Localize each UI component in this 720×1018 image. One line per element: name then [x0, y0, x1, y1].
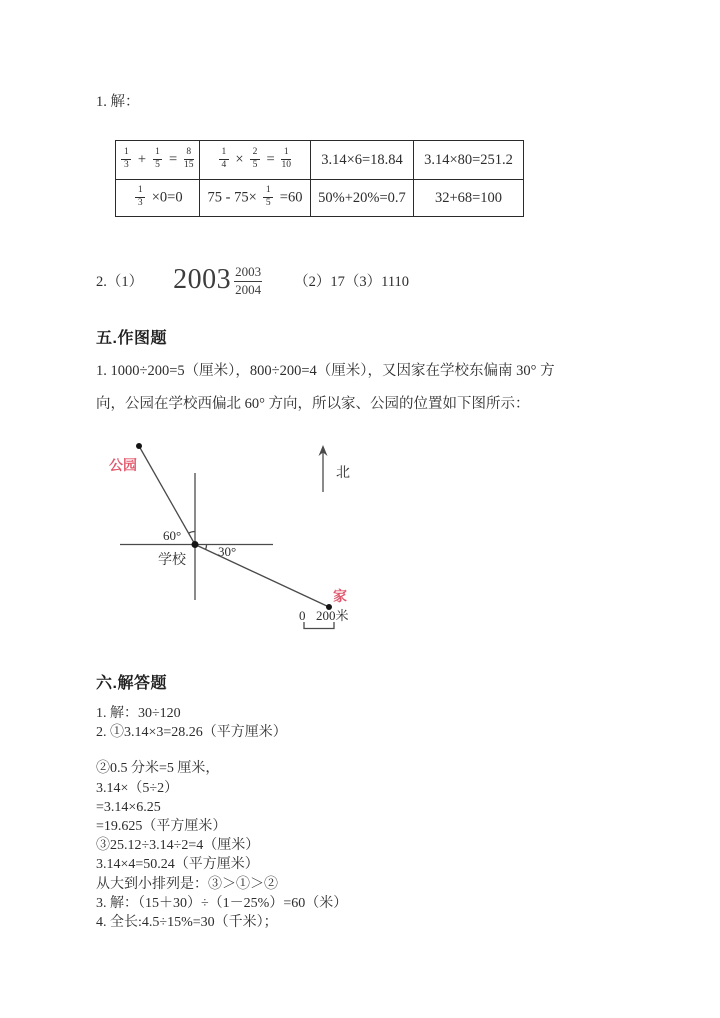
- mixed-number: [173, 264, 262, 297]
- school-label: 学校: [158, 553, 186, 568]
- section5-heading: 五.作图题: [96, 330, 167, 347]
- solution-line: 4. 全长:4.5÷15%=30（千米）；: [96, 914, 278, 930]
- angle-30-arc: [205, 545, 206, 550]
- park-label: 公园: [109, 459, 137, 474]
- fraction: $\frac{1}{4}$: [219, 147, 229, 172]
- home-line: [195, 545, 329, 608]
- angle-60-label: 60°: [163, 528, 182, 543]
- school-dot: [192, 541, 199, 548]
- para-line-1: 1. 1000÷200=5（厘米），800÷200=4（厘米），又因家在学校东偏南 30° 方: [96, 363, 555, 379]
- home-label: 家: [333, 590, 347, 605]
- fraction: $\frac{1}{5}$: [153, 147, 163, 172]
- table-cell: 3.14×6=18.84: [311, 141, 414, 180]
- solution-line: 3. 解：（15＋30）÷（1－25%）=60（米）: [96, 895, 348, 911]
- mixed-numerator: 2003: [234, 265, 262, 282]
- solution-line: ②0.5 分米=5 厘米，: [96, 761, 220, 777]
- table-cell: 32+68=100: [414, 180, 524, 217]
- scale-length-label: 200米: [316, 608, 349, 623]
- solution-line: 3.14×（5÷2）: [96, 780, 179, 796]
- section6-solutions: [96, 704, 347, 932]
- solution-line: 2. ①3.14×3=28.26（平方厘米）: [96, 725, 287, 741]
- fraction: $\frac{2}{5}$: [250, 147, 260, 172]
- table-row: [116, 180, 524, 217]
- scale-zero-label: 0: [299, 608, 306, 623]
- fraction: $\frac{1}{5}$: [263, 185, 273, 210]
- solution1-label: 1. 解：: [96, 94, 140, 110]
- fraction: $\frac{8}{15}$: [183, 146, 194, 170]
- item2-prefix: 2.（1）: [96, 273, 144, 290]
- table-cell: 50%+20%=0.7: [311, 180, 414, 217]
- table-cell: $\frac{1}{3}$ + $\frac{1}{5}$ = $\frac{8}{15}$: [116, 141, 200, 180]
- table-cell: $\frac{1}{4}$ × $\frac{2}{5}$ = $\frac{1}{10}$: [200, 141, 311, 180]
- solution-line: ③25.12÷3.14÷2=4（厘米）: [96, 838, 260, 854]
- park-dot: [136, 443, 142, 449]
- north-arrow: [319, 445, 328, 492]
- north-label: 北: [336, 466, 350, 481]
- table-cell: $\frac{1}{3}$ ×0=0: [116, 180, 200, 217]
- angle-60-arc: [189, 531, 195, 533]
- mixed-whole: 2003: [173, 264, 232, 295]
- fraction: $\frac{1}{10}$: [281, 146, 291, 170]
- fraction: $\frac{1}{3}$: [121, 147, 131, 172]
- answers-table: [115, 140, 524, 217]
- table-cell: 3.14×80=251.2: [414, 141, 524, 180]
- solution-line: =3.14×6.25: [96, 799, 161, 815]
- para-line-2: 向，公园在学校西偏北 60° 方向，所以家、公园的位置如下图所示：: [96, 396, 530, 412]
- fraction: $\frac{1}{3}$: [135, 185, 145, 210]
- angle-30-label: 30°: [218, 544, 237, 559]
- solution-line: =19.625（平方厘米）: [96, 818, 227, 834]
- line-spacer: [96, 742, 347, 759]
- item2-suffix: （2）17（3）1110: [294, 273, 410, 290]
- section5-paragraph: [96, 355, 641, 421]
- solution-line: 3.14×4=50.24（平方厘米）: [96, 857, 259, 873]
- table-cell: 75 - 75× $\frac{1}{5}$ =60: [200, 180, 311, 217]
- solution-line: 1. 解：30÷120: [96, 706, 181, 721]
- mixed-fraction: [234, 265, 262, 298]
- section6-heading: 六.解答题: [96, 675, 167, 692]
- mixed-denominator: 2004: [235, 281, 262, 297]
- position-diagram: [88, 436, 368, 641]
- table-row: [116, 141, 524, 180]
- solution-line: 从大到小排列是：③＞①＞②: [96, 876, 278, 892]
- item2-line: [96, 262, 409, 298]
